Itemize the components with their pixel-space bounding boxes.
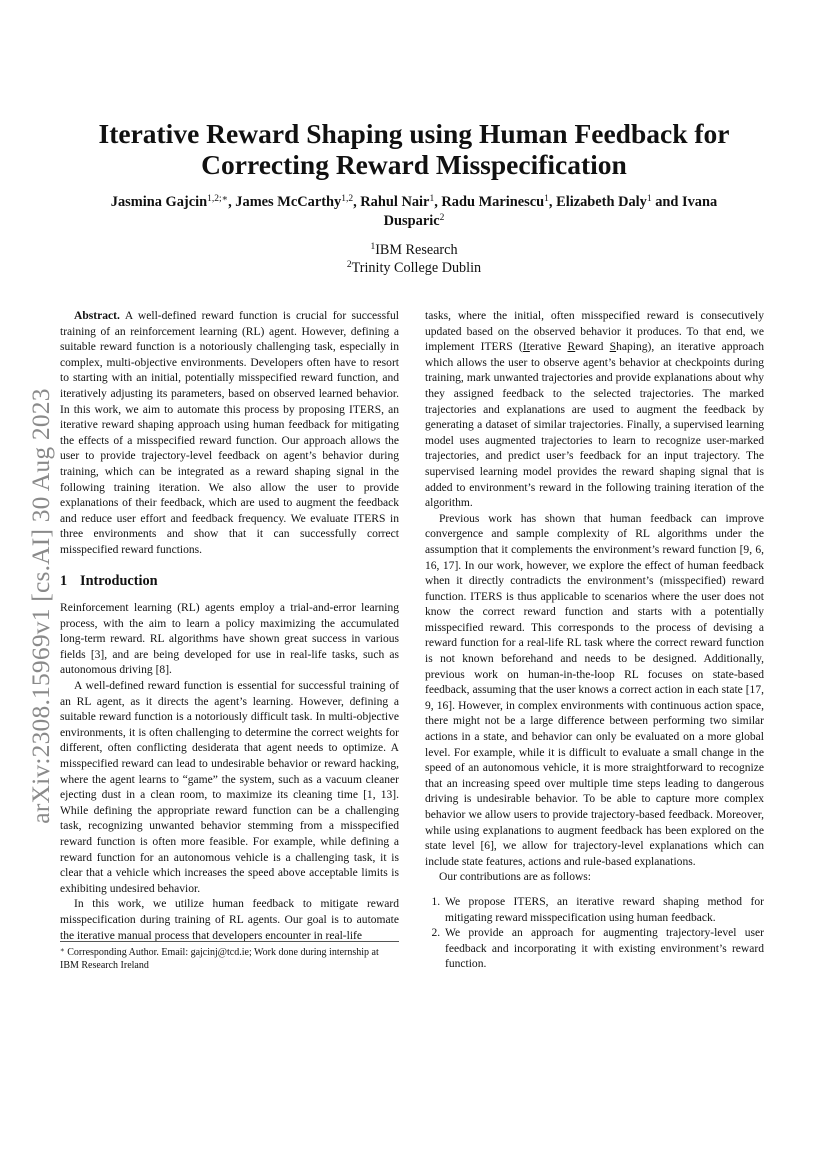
author-list: Jasmina Gajcin$^{1,2;∗}$, James McCarthy$^{1,2}$, Rahul Nair$^1$, Radu Marinescu$^1$, Elizabeth Daly$^1$ and Ivana Dusparic$^2$ xyxy=(110,194,718,229)
author: James McCarthy xyxy=(235,194,342,210)
contributions-list xyxy=(425,895,764,973)
author: Ivana Dusparic xyxy=(383,194,718,229)
author: Jasmina Gajcin xyxy=(110,194,208,210)
author-affil-mark: 1 xyxy=(429,194,435,204)
abstract-text: A well-defined reward function is crucial for successful training of an reinforcement learning (RL) agent. However, defining a suitable reward function is a notoriously challenging task, especially in complex, multi-objective environments. Developers often have to resort to starting with an initial, potentially misspecified reward function, and iteratively adjusting its parameters, based on observed learned behavior. In this work, we aim to automate this process by proposing ITERS, an iterative reward shaping approach using human feedback for mitigating the effects of a misspecified reward function. Our approach allows the user to provide trajectory-level feedback on agent’s behavior during training, which can be integrated as a reward shaping signal in the following training iteration. We also allow the user to provide explanations of their feedback, which are used to augment the feedback and reduce user effort and feedback frequency. We evaluate ITERS in three environments and show that it can successfully correct misspecified reward functions. xyxy=(60,310,399,556)
author-affil-mark: 1 xyxy=(646,194,652,204)
author-affil-mark: 1 xyxy=(544,194,549,204)
section-title: Introduction xyxy=(80,572,158,589)
author: Elizabeth Daly xyxy=(556,194,647,210)
author: Radu Marinescu xyxy=(441,194,545,210)
author-affil-mark: 2 xyxy=(439,213,445,223)
paragraph: Our contributions are as follows: xyxy=(439,871,592,884)
footnote-mark: ∗ xyxy=(60,946,65,954)
affiliation: $^2$Trinity College Dublin xyxy=(346,260,482,276)
list-item: 2. We provide an approach for augmenting trajectory-level user feedback and incorporating it with existing environment’s reward function. xyxy=(443,926,764,973)
paragraph: Previous work has shown that human feedback can improve convergence and sample complexity of RL algorithms under the assumption that it complements the environment’s reward function [9, 6, 16, 17]. In our work, however, we explore the effect of human feedback when it directly contradicts the environment’s (misspecified) reward function. ITERS is thus applicable to scenarios where the user does not know the correct reward function and starts with a potentially misspecified reward. This corresponds to the process of devising a reward function for a real-life RL task where the correct reward function is not known beforehand and needs to be designed. Additionally, previous work on human-in-the-loop RL focuses on state-based feedback, assuming that the user knows a correct action in each state [17, 9, 16]. However, in complex environments with continuous action space, there might not be a large difference between performing two similar actions in a state, and behavior can only be evaluated on a more global level. For example, while it is difficult to evaluate a small change in the speed of an autonomous vehicle, it is more straightforward to recognize that an increasing speed over multiple time steps leading to dangerous driving is undesirable behavior. To be able to capture more complex behavior we allow users to provide trajectory-based feedback. Moreover, while using explanations to augment feedback has been explored on the state level [6], we allow for trajectory-level explanations which can include state features, actions and rule-based explanations. xyxy=(425,512,764,868)
author-affil-mark: 1,2 xyxy=(341,194,354,204)
right-column xyxy=(425,309,764,973)
list-item: 1. We propose ITERS, an iterative reward shaping method for mitigating reward misspecification using human feedback. xyxy=(443,895,764,926)
footnote-text: Corresponding Author. Email: gajcinj@tcd.ie; Work done during internship at IBM Research Ireland xyxy=(60,947,379,971)
paragraph: Reinforcement learning (RL) agents employ a trial-and-error learning process, with the aim to learn a policy maximizing the accumulated long-term reward. RL algorithms have shown great success in various fields [3], and are being developed for use in real-life tasks, such as autonomous driving [8]. xyxy=(60,602,399,677)
section-heading xyxy=(60,574,399,590)
affiliations xyxy=(0,241,828,277)
affiliation: $^1$IBM Research xyxy=(370,242,458,258)
abstract-label: Abstract. xyxy=(74,310,120,322)
left-column xyxy=(60,309,399,944)
footnote xyxy=(60,941,399,972)
paragraph: A well-defined reward function is essential for successful training of an RL agent, as it directs the agent’s learning. However, defining a suitable reward function is a notoriously difficult task. In multi-objective environments, it is often challenging to determine the correct weights for different, often conflicting desiderata that agent needs to optimize. A misspecified reward can lead to undesirable behavior or reward hacking, where the agent learns to “game” the system, such as a vacuum cleaner ejecting dust in a clean room, to maximize its cleaning time [1, 13]. While defining the appropriate reward function can be a challenging task, recognizing unwanted behavior stemming from a misspecified reward function is often more feasible. For example, while defining a reward function for an autonomous vehicle is a challenging task, it is clear that a vehicle which increases the speed above acceptable limits is exhibiting undesired behavior. xyxy=(60,680,399,895)
paragraph: tasks, where the initial, often misspecified reward is consecutively updated based on the observed behavior it produces. To that end, we implement ITERS (Iterative Reward Shaping), an iterative approach which allows the user to observe agent’s behavior at checkpoints during training, mark unwanted trajectories and provide explanations about why they assigned feedback to the selected trajectories. The marked trajectories and explanations are used to augment the feedback by generating a dataset of similar trajectories. Finally, a supervised learning model uses augmented trajectories to learn to recognize user-marked trajectories, and predict user’s feedback for an input trajectory. The supervised learning model provides the reward shaping signal that is added to environment’s reward in the following training iteration of the algorithm. xyxy=(425,310,764,510)
author: Rahul Nair xyxy=(360,194,430,210)
abstract xyxy=(60,309,399,559)
paper-title: Iterative Reward Shaping using Human Feedback for Correcting Reward Misspecification xyxy=(98,118,730,180)
arxiv-identifier-text: arXiv:2308.15969v1 [cs.AI] 30 Aug 2023 xyxy=(26,388,55,824)
author-affil-mark: 1,2;∗ xyxy=(207,194,229,204)
arxiv-identifier xyxy=(28,366,54,846)
paragraph: In this work, we utilize human feedback to mitigate reward misspecification during training of RL agents. Our goal is to automate the iterative manual process that developers encounter in real-life xyxy=(60,898,399,942)
section-number: 1 xyxy=(60,572,68,589)
